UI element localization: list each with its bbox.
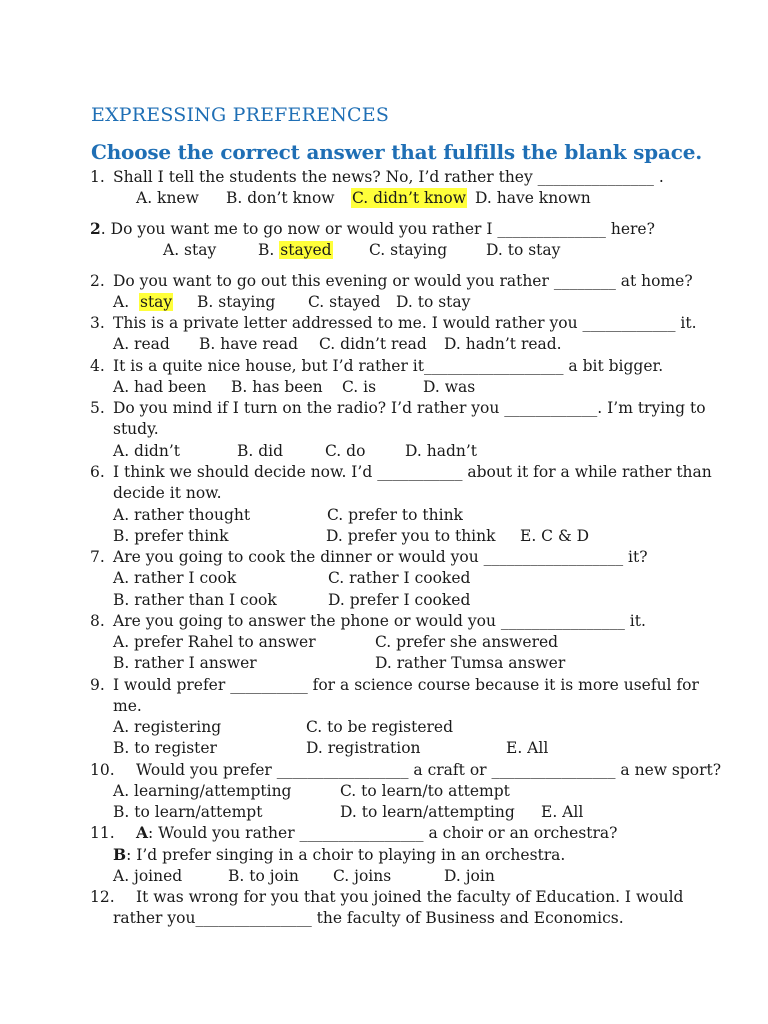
question-number: 3. <box>90 314 105 332</box>
question-text: Do you mind if I turn on the radio? I’d rather you ____________. I’m trying to <box>113 399 706 417</box>
option-d: D. rather Tumsa answer <box>375 654 566 672</box>
option-d: D. prefer you to think <box>326 527 496 545</box>
page-title: EXPRESSING PREFERENCES <box>91 104 390 126</box>
option-d: D. hadn’t <box>405 442 478 460</box>
option-b: B. did <box>237 442 284 460</box>
question-text: Are you going to answer the phone or would you ________________ it. <box>113 612 646 630</box>
option-a: A. knew <box>136 189 199 207</box>
option-b: B. don’t know <box>226 189 335 207</box>
option-d: D. was <box>423 378 476 396</box>
question-text: I think we should decide now. I’d ___________ about it for a while rather than <box>113 463 712 481</box>
option-d: D. prefer I cooked <box>328 591 471 609</box>
option-a: A. learning/attempting <box>113 782 292 800</box>
question-text: This is a private letter addressed to me. I would rather you ____________ it. <box>113 314 697 332</box>
option-a: A. didn’t <box>113 442 180 460</box>
option-b: B. rather I answer <box>113 654 257 672</box>
question-text: Would you prefer _________________ a craft or ________________ a new sport? <box>136 761 722 779</box>
option-c: C. prefer to think <box>327 506 463 524</box>
question-text: Are you going to cook the dinner or would you __________________ it? <box>113 548 648 566</box>
option-a: A. joined <box>113 867 183 885</box>
question-text: I would prefer __________ for a science course because it is more useful for <box>113 676 699 694</box>
question-text-continued: rather you_______________ the faculty of Business and Economics. <box>113 909 624 927</box>
question-number: 7. <box>90 548 105 566</box>
option-letter: A. <box>113 293 130 311</box>
option-c: C. is <box>342 378 377 396</box>
option-c: C. stayed <box>308 293 381 311</box>
question-number: 2. <box>90 272 105 290</box>
option-c: C. joins <box>333 867 392 885</box>
dialogue-line-a <box>136 823 617 843</box>
question-text: It was wrong for you that you joined the faculty of Education. I would <box>136 888 684 906</box>
question-text: . Do you want me to go now or would you rather I ______________ here? <box>100 220 655 238</box>
option-b: B. has been <box>231 378 323 396</box>
question-number: 12. <box>90 888 115 906</box>
option-d: D. to stay <box>486 241 561 259</box>
question-text: Shall I tell the students the news? No, I’d rather they _______________ . <box>113 168 664 186</box>
option-e: E. All <box>541 803 584 821</box>
instruction-heading: Choose the correct answer that fulfills the blank space. <box>91 140 702 164</box>
speaker-label: A <box>136 823 149 842</box>
option-c: C. rather I cooked <box>328 569 471 587</box>
option-a: A. rather I cook <box>113 569 237 587</box>
option-c: C. prefer she answered <box>375 633 559 651</box>
option-c: C. staying <box>369 241 448 259</box>
question-number: 2 <box>90 219 101 238</box>
option-e: E. All <box>506 739 549 757</box>
question-number: 5. <box>90 399 105 417</box>
option-b <box>258 240 333 260</box>
question-number: 4. <box>90 357 105 375</box>
option-c-highlighted: C. didn’t know <box>352 189 467 207</box>
question-number: 9. <box>90 676 105 694</box>
question-text-continued: decide it now. <box>113 484 222 502</box>
option-b: B. have read <box>199 335 299 353</box>
option-d: D. to stay <box>396 293 471 311</box>
option-b: B. prefer think <box>113 527 229 545</box>
question-text-continued: me. <box>113 697 142 715</box>
option-b: B. to join <box>228 867 299 885</box>
option-a: A. stay <box>163 241 217 259</box>
question-number: 1. <box>90 168 105 186</box>
question-text: It is a quite nice house, but I’d rather it__________________ a bit bigger. <box>113 357 664 375</box>
option-a: A. rather thought <box>113 506 251 524</box>
option-d: D. have known <box>475 189 591 207</box>
option-d: D. hadn’t read. <box>444 335 562 353</box>
highlighted-answer: stayed <box>280 241 332 259</box>
question-number: 6. <box>90 463 105 481</box>
question-number: 8. <box>90 612 105 630</box>
option-c: C. didn’t read <box>319 335 427 353</box>
dialogue-line-b <box>113 845 565 865</box>
question-text-continued: : I’d prefer singing in a choir to playing in an orchestra. <box>126 846 566 864</box>
question-number: 10. <box>90 761 115 779</box>
option-a <box>113 292 173 312</box>
question-text-continued: study. <box>113 420 159 438</box>
option-a: A. prefer Rahel to answer <box>113 633 316 651</box>
option-c: C. to be registered <box>306 718 453 736</box>
option-d: D. join <box>444 867 495 885</box>
option-a: A. read <box>113 335 170 353</box>
option-a: A. had been <box>113 378 207 396</box>
option-c: C. to learn/to attempt <box>340 782 510 800</box>
question-number: 11. <box>90 824 115 842</box>
option-b: B. staying <box>197 293 276 311</box>
speaker-label: B <box>113 845 127 864</box>
option-b: B. to register <box>113 739 217 757</box>
option-b: B. rather than I cook <box>113 591 277 609</box>
option-letter: B. <box>258 241 275 259</box>
highlighted-answer: stay <box>139 293 173 311</box>
option-a: A. registering <box>113 718 222 736</box>
question-text: Do you want to go out this evening or would you rather ________ at home? <box>113 272 693 290</box>
option-d: D. registration <box>306 739 421 757</box>
option-c: C. do <box>325 442 366 460</box>
option-e: E. C & D <box>520 527 590 545</box>
question-text: : Would you rather ________________ a choir or an orchestra? <box>148 824 618 842</box>
question-line <box>90 219 655 239</box>
option-b: B. to learn/attempt <box>113 803 263 821</box>
option-d: D. to learn/attempting <box>340 803 515 821</box>
